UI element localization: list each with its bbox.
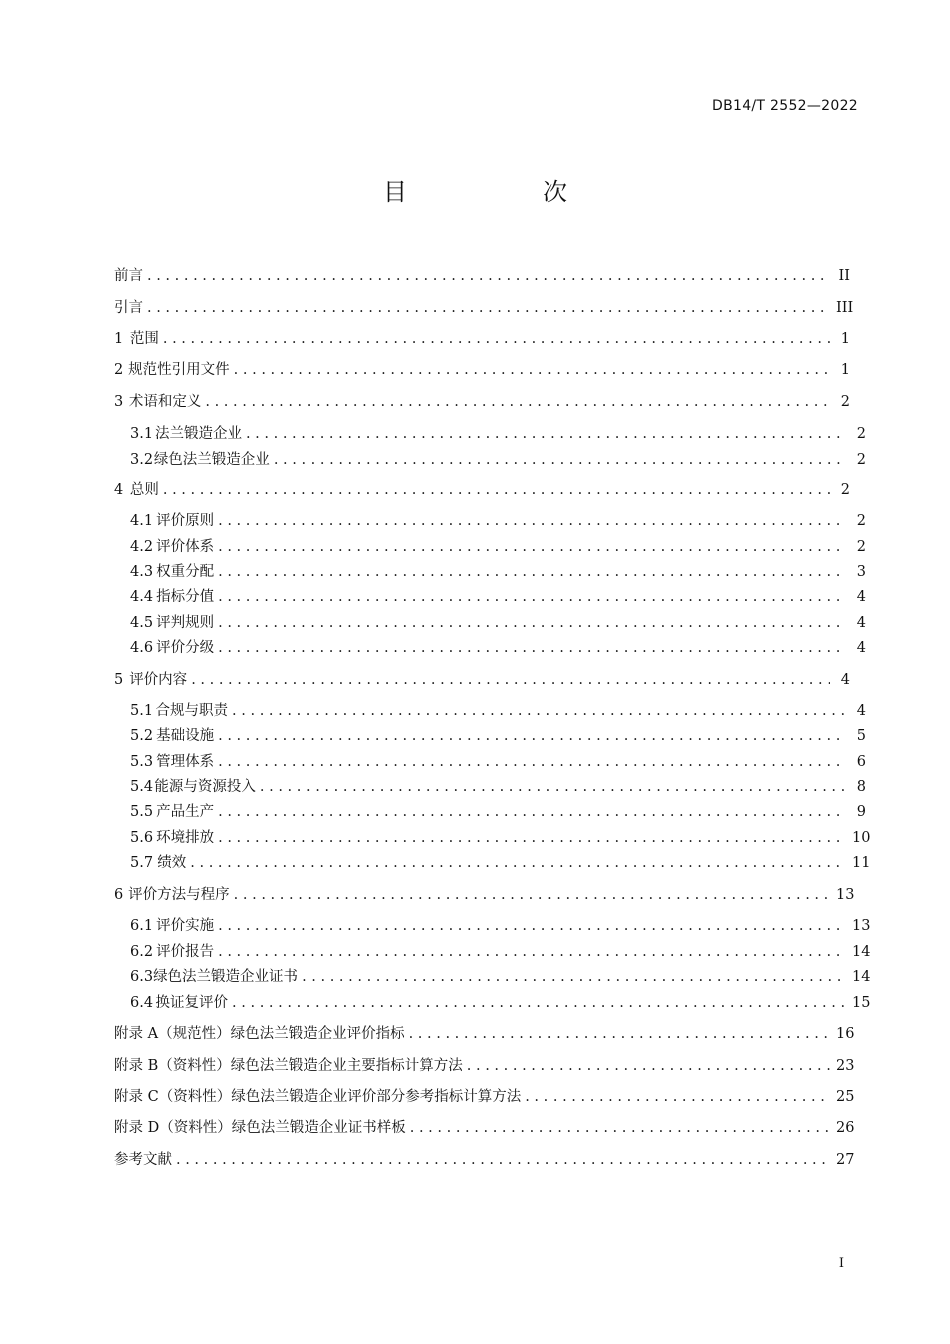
toc-entry-page: 15 <box>852 995 871 1011</box>
toc-entry-label: 评价内容 <box>129 672 188 688</box>
toc-entry-page: 25 <box>836 1089 855 1105</box>
toc-entry-number: 4.3 <box>130 564 154 580</box>
toc-entry[interactable] <box>114 1085 855 1106</box>
toc-entry[interactable] <box>114 883 855 904</box>
toc-entry-page: 2 <box>856 452 866 468</box>
toc-entry-label: 绿色法兰锻造企业 <box>153 452 270 468</box>
toc-entry-page: 14 <box>852 969 871 985</box>
toc-leader-dots <box>218 513 846 529</box>
toc-entry-page: 26 <box>836 1120 855 1136</box>
toc-entry-label: 评判规则 <box>156 615 215 631</box>
toc-entry-number: 1 <box>114 331 124 347</box>
toc-leader-dots <box>218 539 846 555</box>
toc-entry-page: 3 <box>856 564 866 580</box>
toc-entry-page: 13 <box>836 887 855 903</box>
toc-entry[interactable] <box>114 358 850 379</box>
toc-entry-number: 6.2 <box>130 944 154 960</box>
toc-entry-label: 规范性引用文件 <box>128 362 230 378</box>
toc-entry[interactable] <box>114 940 871 961</box>
toc-leader-dots <box>525 1089 830 1105</box>
toc-entry-label: 环境排放 <box>156 830 215 846</box>
toc-entry-page: 9 <box>856 804 866 820</box>
toc-leader-dots <box>218 754 846 770</box>
toc-entry-label: 评价原则 <box>156 513 215 529</box>
toc-entry-number: 附录 A（规范性） <box>114 1026 231 1042</box>
toc-entry[interactable] <box>114 1148 855 1169</box>
toc-entry-label: 指标分值 <box>156 589 215 605</box>
toc-entry-number: 5.7 <box>130 855 154 871</box>
toc-leader-dots <box>218 728 846 744</box>
toc-leader-dots <box>232 703 846 719</box>
toc-entry-number: 5.3 <box>130 754 154 770</box>
toc-leader-dots <box>274 452 846 468</box>
toc-entry-page: 27 <box>836 1152 855 1168</box>
toc-entry[interactable] <box>114 750 866 771</box>
toc-leader-dots <box>205 394 830 410</box>
toc-entry[interactable] <box>114 800 866 821</box>
toc-entry-label: 术语和定义 <box>128 394 202 410</box>
toc-entry[interactable] <box>114 585 866 606</box>
toc-entry[interactable] <box>114 1022 855 1043</box>
toc-entry-label: 法兰锻造企业 <box>154 426 242 442</box>
toc-leader-dots <box>218 804 846 820</box>
toc-leader-dots <box>190 855 846 871</box>
toc-leader-dots <box>191 672 830 688</box>
toc-leader-dots <box>218 564 846 580</box>
toc-entry-label: 评价实施 <box>156 918 215 934</box>
toc-entry-page: III <box>836 300 854 316</box>
toc-entry-label: 绿色法兰锻造企业评价指标 <box>230 1026 405 1042</box>
toc-entry-page: 8 <box>856 779 866 795</box>
toc-entry-page: 23 <box>836 1058 855 1074</box>
toc-entry-number: 3.1 <box>130 426 154 442</box>
toc-entry[interactable] <box>114 1054 855 1075</box>
toc-entry-page: 5 <box>856 728 866 744</box>
toc-entry-number: 6.4 <box>130 995 154 1011</box>
toc-leader-dots <box>234 887 830 903</box>
toc-entry[interactable] <box>114 448 866 469</box>
toc-leader-dots <box>246 426 846 442</box>
toc-leader-dots <box>234 362 830 378</box>
toc-entry-label: 基础设施 <box>156 728 215 744</box>
toc-entry-label: 前言 <box>114 268 143 284</box>
toc-entry-label: 能源与资源投入 <box>154 779 256 795</box>
toc-entry[interactable] <box>114 699 866 720</box>
toc-entry[interactable] <box>114 775 866 796</box>
toc-entry[interactable] <box>114 826 871 847</box>
toc-leader-dots <box>218 830 846 846</box>
toc-entry[interactable] <box>114 914 871 935</box>
toc-entry[interactable] <box>114 327 850 348</box>
toc-entry[interactable] <box>114 478 850 499</box>
toc-entry[interactable] <box>114 560 866 581</box>
toc-entry-number: 4.6 <box>130 640 154 656</box>
toc-entry-label: 绿色法兰锻造企业证书样板 <box>231 1120 406 1136</box>
toc-entry[interactable] <box>114 422 866 443</box>
toc-entry-label: 评价体系 <box>156 539 215 555</box>
toc-entry[interactable] <box>114 636 866 657</box>
toc-leader-dots <box>163 331 830 347</box>
toc-entry-page: 4 <box>856 640 866 656</box>
toc-entry-page: 1 <box>840 362 850 378</box>
toc-entry-label: 评价方法与程序 <box>128 887 230 903</box>
toc-entry-number: 5.6 <box>130 830 154 846</box>
toc-entry-label: 总则 <box>129 482 159 498</box>
toc-leader-dots <box>232 995 846 1011</box>
toc-entry-page: 11 <box>852 855 871 871</box>
toc-entry-label: 绿色法兰锻造企业评价部分参考指标计算方法 <box>231 1089 522 1105</box>
toc-entry-number: 4.2 <box>130 539 154 555</box>
toc-entry-page: 10 <box>852 830 871 846</box>
toc-entry-page: 4 <box>856 615 866 631</box>
toc-leader-dots <box>410 1120 830 1136</box>
toc-leader-dots <box>218 589 846 605</box>
toc-leader-dots <box>218 918 846 934</box>
toc-entry-page: 6 <box>856 754 866 770</box>
toc-entry[interactable] <box>114 509 866 530</box>
toc-entry[interactable] <box>114 965 871 986</box>
toc-entry[interactable] <box>114 390 850 411</box>
toc-entry[interactable] <box>114 724 866 745</box>
toc-entry-number: 4.4 <box>130 589 154 605</box>
toc-entry[interactable] <box>114 991 871 1012</box>
toc-entry[interactable] <box>114 1116 855 1137</box>
page-title: 目 次 <box>383 178 623 206</box>
toc-leader-dots <box>147 300 830 316</box>
toc-entry[interactable] <box>114 668 850 689</box>
toc-entry-number: 6 <box>114 887 124 903</box>
toc-entry-number: 附录 C（资料性） <box>114 1089 232 1105</box>
toc-entry-page: 1 <box>840 331 850 347</box>
toc-entry-label: 管理体系 <box>156 754 215 770</box>
toc-entry-label: 引言 <box>114 300 143 316</box>
toc-entry-number: 3.2 <box>130 452 154 468</box>
toc-leader-dots <box>163 482 830 498</box>
toc-entry-page: 2 <box>856 513 866 529</box>
toc-entry-number: 5.1 <box>130 703 154 719</box>
toc-entry-label: 范围 <box>129 331 159 347</box>
toc-entry-label: 参考文献 <box>114 1152 172 1168</box>
toc-entry-page: 4 <box>856 703 866 719</box>
toc-leader-dots <box>147 268 830 284</box>
toc-leader-dots <box>302 969 846 985</box>
toc-entry-number: 6.1 <box>130 918 154 934</box>
toc-entry-page: 4 <box>856 589 866 605</box>
toc-leader-dots <box>467 1058 830 1074</box>
toc-entry-number: 5.4 <box>130 779 154 795</box>
toc-entry-label: 产品生产 <box>156 804 215 820</box>
document-id: DB14/T 2552—2022 <box>712 98 858 114</box>
page-number: I <box>838 1256 844 1271</box>
toc-entry-label: 换证复评价 <box>155 995 229 1011</box>
toc-leader-dots <box>218 640 846 656</box>
toc-entry-label: 绿色法兰锻造企业证书 <box>153 969 299 985</box>
toc-entry-number: 附录 D（资料性） <box>114 1120 232 1136</box>
toc-leader-dots <box>409 1026 830 1042</box>
toc-entry-number: 6.3 <box>130 969 154 985</box>
toc-entry-number: 4.5 <box>130 615 154 631</box>
toc-leader-dots <box>218 944 846 960</box>
toc-entry-number: 2 <box>114 362 124 378</box>
toc-entry-number: 4 <box>114 482 124 498</box>
toc-entry-page: 2 <box>840 394 850 410</box>
toc-entry-label: 评价分级 <box>156 640 215 656</box>
toc-entry-page: 13 <box>852 918 871 934</box>
toc-entry-page: 2 <box>840 482 850 498</box>
toc-entry[interactable] <box>114 611 866 632</box>
toc-entry-number: 5 <box>114 672 124 688</box>
toc-entry-number: 5.2 <box>130 728 154 744</box>
toc-entry-number: 3 <box>114 394 124 410</box>
toc-entry-page: 14 <box>852 944 871 960</box>
toc-entry-number: 5.5 <box>130 804 154 820</box>
toc-entry-label: 合规与职责 <box>155 703 229 719</box>
toc-entry-page: 16 <box>836 1026 855 1042</box>
toc-entry-label: 绩效 <box>157 855 187 871</box>
toc-entry-page: 4 <box>840 672 850 688</box>
toc-entry-page: 2 <box>856 539 866 555</box>
toc-entry[interactable] <box>114 535 866 556</box>
toc-entry-page: 2 <box>856 426 866 442</box>
toc-leader-dots <box>176 1152 830 1168</box>
toc-entry-number: 附录 B（资料性） <box>114 1058 231 1074</box>
toc-leader-dots <box>218 615 846 631</box>
toc-leader-dots <box>260 779 846 795</box>
toc-entry-number: 4.1 <box>130 513 154 529</box>
toc-entry-label: 权重分配 <box>156 564 215 580</box>
toc-entry[interactable] <box>114 851 871 872</box>
toc-entry-label: 评价报告 <box>156 944 215 960</box>
toc-entry-label: 绿色法兰锻造企业主要指标计算方法 <box>230 1058 463 1074</box>
toc-entry-page: II <box>838 268 850 284</box>
toc-entry[interactable] <box>114 296 854 317</box>
toc-entry[interactable] <box>114 264 850 285</box>
